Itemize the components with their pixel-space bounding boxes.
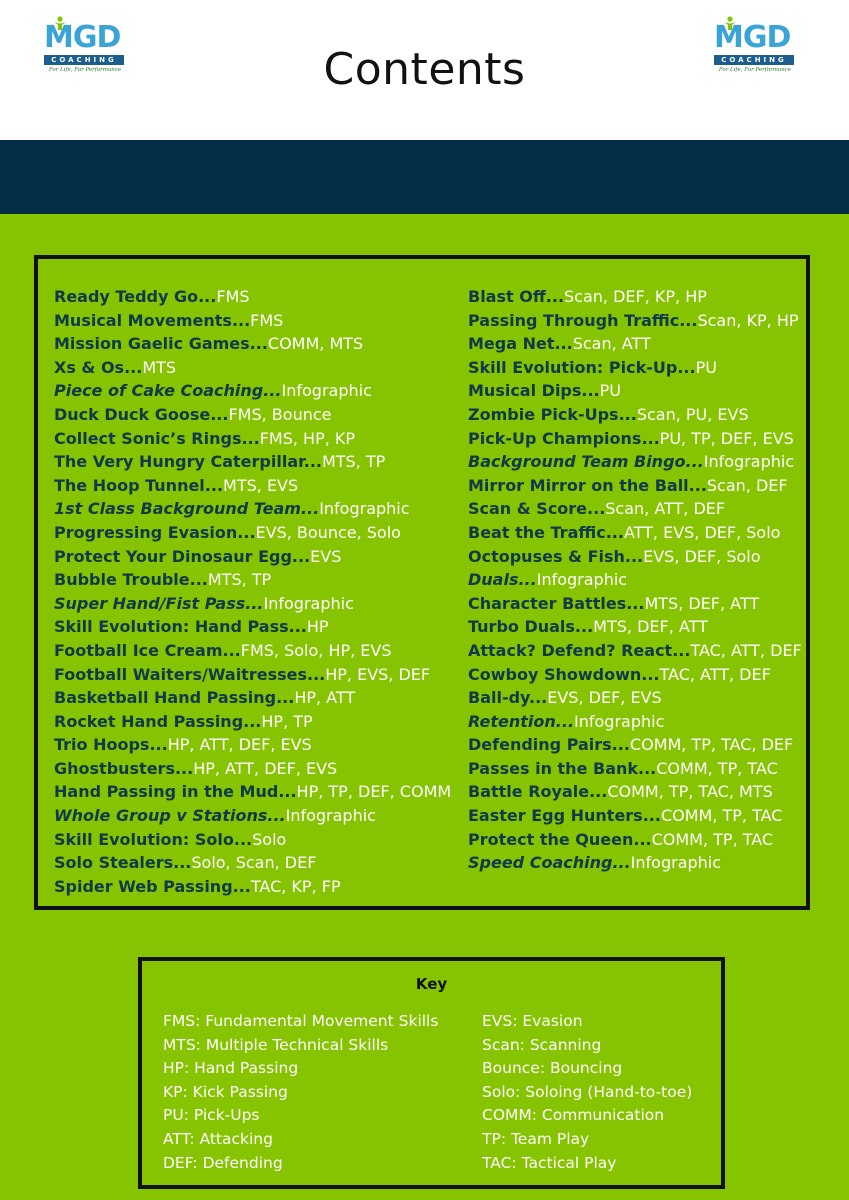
entry-codes: Scan, PU, EVS <box>636 404 749 424</box>
entry-title: Retention... <box>468 711 575 731</box>
entry-codes: COMM, TP, TAC, MTS <box>607 782 773 802</box>
contents-entry <box>468 851 802 875</box>
entry-title: Musical Dips... <box>468 381 600 401</box>
entry-codes: FMS, Bounce <box>228 404 332 424</box>
navy-banner <box>0 140 849 214</box>
entry-codes: EVS <box>310 546 342 566</box>
logo-letters-gd: GD <box>72 20 121 55</box>
entry-title: Blast Off... <box>468 287 565 306</box>
contents-entry <box>468 686 802 710</box>
key-entry: FMS: Fundamental Movement Skills <box>163 1012 439 1030</box>
contents-entry <box>468 309 802 333</box>
entry-title: Skill Evolution: Solo... <box>54 829 253 849</box>
entry-codes: FMS <box>216 287 250 306</box>
key-entry: KP: Kick Passing <box>163 1082 288 1101</box>
contents-entry <box>54 521 451 545</box>
contents-entry <box>468 780 802 804</box>
entry-title: Piece of Cake Coaching... <box>54 381 282 401</box>
contents-entry <box>468 828 802 852</box>
entry-codes: COMM, TP, TAC <box>651 829 774 849</box>
logo-bar: COACHING <box>714 55 794 65</box>
contents-entry <box>54 710 451 734</box>
entry-title: Easter Egg Hunters... <box>468 806 661 826</box>
entry-codes: HP <box>306 617 329 637</box>
contents-entry <box>54 828 451 852</box>
contents-entry <box>54 427 451 451</box>
entry-codes: EVS, DEF, EVS <box>547 688 662 708</box>
entry-title: Scan & Score... <box>468 499 606 519</box>
contents-entry <box>54 474 451 498</box>
mgd-coaching-logo-right <box>714 22 796 78</box>
entry-title: Hand Passing in the Mud... <box>54 782 297 802</box>
entry-codes: Infographic <box>281 381 372 401</box>
entry-title: Octopuses & Fish... <box>468 546 644 566</box>
key-entry: EVS: Evasion <box>482 1012 583 1030</box>
entry-codes: Scan, KP, HP <box>697 310 799 330</box>
contents-column-left <box>54 285 451 898</box>
contents-entry <box>54 356 451 380</box>
contents-entry <box>54 379 451 403</box>
key-entry: DEF: Defending <box>163 1153 283 1172</box>
key-column-right <box>482 1010 692 1175</box>
entry-codes: TAC, ATT, DEF <box>690 640 802 660</box>
contents-entry <box>54 804 451 828</box>
entry-codes: COMM, TP, TAC, DEF <box>629 735 794 755</box>
entry-codes: EVS, Bounce, Solo <box>255 522 401 542</box>
entry-codes: Infographic <box>703 452 795 472</box>
contents-entry <box>468 568 802 592</box>
contents-entry <box>468 521 802 545</box>
entry-title: Defending Pairs... <box>468 735 630 755</box>
entry-codes: PU, TP, DEF, EVS <box>659 428 794 448</box>
entry-codes: EVS, DEF, Solo <box>643 546 761 566</box>
entry-title: Mega Net... <box>468 334 573 354</box>
contents-entry <box>468 804 802 828</box>
entry-codes: FMS, HP, KP <box>259 428 356 448</box>
contents-entry <box>468 403 802 427</box>
entry-title: Football Waiters/Waitresses... <box>54 664 326 684</box>
entry-title: Spider Web Passing... <box>54 876 251 896</box>
entry-title: Football Ice Cream... <box>54 640 241 660</box>
entry-codes: HP, EVS, DEF <box>325 664 431 684</box>
key-column-left <box>163 1010 438 1175</box>
entry-codes: HP, ATT, DEF, EVS <box>193 758 338 778</box>
entry-title: Ball-dy... <box>468 688 548 708</box>
entry-title: Speed Coaching... <box>468 853 631 873</box>
logo-letter-m: M <box>44 20 73 55</box>
key-title: Key <box>415 975 448 993</box>
entry-codes: Scan, ATT, DEF <box>605 499 726 519</box>
entry-title: Ghostbusters... <box>54 758 194 778</box>
contents-entry <box>54 875 451 899</box>
contents-entry <box>468 663 802 687</box>
entry-title: 1st Class Background Team... <box>54 499 320 519</box>
entry-codes: Infographic <box>319 499 410 519</box>
contents-entry <box>54 639 451 663</box>
entry-codes: MTS, EVS <box>223 475 299 495</box>
entry-title: Xs & Os... <box>54 357 143 377</box>
entry-codes: Infographic <box>536 570 628 590</box>
contents-entry <box>468 285 802 309</box>
contents-entry <box>54 332 451 356</box>
key-box <box>138 957 725 1189</box>
entry-codes: Solo, Scan, DEF <box>191 853 317 873</box>
entry-title: Passes in the Bank... <box>468 758 657 778</box>
entry-title: Mission Gaelic Games... <box>54 334 268 354</box>
entry-title: Background Team Bingo... <box>468 452 704 472</box>
contents-entry <box>54 663 451 687</box>
contents-entry <box>468 450 802 474</box>
entry-title: The Very Hungry Caterpillar... <box>54 452 322 472</box>
contents-entry <box>54 403 451 427</box>
contents-entry <box>468 710 802 734</box>
entry-codes: MTS, TP <box>207 570 272 590</box>
key-entry: Scan: Scanning <box>482 1035 602 1054</box>
contents-entry <box>54 309 451 333</box>
entry-title: Collect Sonic’s Rings... <box>54 428 260 448</box>
contents-entry <box>468 474 802 498</box>
page-header <box>0 0 849 140</box>
key-entry: ATT: Attacking <box>163 1129 273 1148</box>
contents-box <box>34 255 810 910</box>
contents-entry <box>54 568 451 592</box>
entry-title: Zombie Pick-Ups... <box>468 404 637 424</box>
contents-entry <box>54 757 451 781</box>
entry-codes: HP, TP, DEF, COMM <box>296 782 452 802</box>
contents-entry <box>54 497 451 521</box>
key-entry: MTS: Multiple Technical Skills <box>163 1035 389 1054</box>
contents-entry <box>468 332 802 356</box>
entry-codes: MTS, TP <box>321 452 386 472</box>
contents-entry <box>468 615 802 639</box>
entry-title: Battle Royale... <box>468 782 608 802</box>
contents-entry <box>468 592 802 616</box>
entry-codes: TAC, ATT, DEF <box>659 664 771 684</box>
entry-title: Skill Evolution: Hand Pass... <box>54 617 307 637</box>
entry-title: Progressing Evasion... <box>54 522 256 542</box>
entry-codes: MTS <box>142 357 177 377</box>
entry-codes: COMM, MTS <box>267 334 364 354</box>
entry-title: Protect Your Dinosaur Egg... <box>54 546 311 566</box>
entry-title: Cowboy Showdown... <box>468 664 660 684</box>
entry-codes: Scan, ATT <box>572 334 651 354</box>
entry-title: Pick-Up Champions... <box>468 428 660 448</box>
entry-codes: FMS <box>250 310 284 330</box>
key-entry: PU: Pick-Ups <box>163 1106 260 1125</box>
entry-codes: Infographic <box>574 711 665 731</box>
contents-entry <box>468 545 802 569</box>
entry-title: Attack? Defend? React... <box>468 640 691 660</box>
logo-bar: COACHING <box>44 55 124 65</box>
contents-entry <box>468 639 802 663</box>
entry-codes: Infographic <box>285 806 376 826</box>
contents-entry <box>54 780 451 804</box>
contents-entry <box>468 427 802 451</box>
contents-entry <box>54 285 451 309</box>
entry-codes: PU <box>599 381 621 401</box>
contents-entry <box>54 686 451 710</box>
entry-codes: TAC, KP, FP <box>250 876 341 896</box>
entry-codes: PU <box>695 357 717 377</box>
key-entry: Bounce: Bouncing <box>482 1059 623 1078</box>
entry-codes: Infographic <box>630 853 722 873</box>
logo-letters-gd: GD <box>742 20 791 55</box>
entry-title: Duck Duck Goose... <box>54 404 229 424</box>
key-entry: TAC: Tactical Play <box>482 1153 617 1172</box>
entry-codes: MTS, DEF, ATT <box>644 593 760 613</box>
entry-title: Trio Hoops... <box>54 735 168 755</box>
entry-title: Duals... <box>468 570 537 590</box>
entry-codes: ATT, EVS, DEF, Solo <box>623 522 781 542</box>
entry-codes: COMM, TP, TAC <box>656 758 778 778</box>
entry-title: Skill Evolution: Pick-Up... <box>468 357 696 377</box>
key-entry: HP: Hand Passing <box>163 1059 299 1078</box>
page-title: Contents <box>323 44 526 95</box>
entry-title: Passing Through Traffic... <box>468 310 698 330</box>
contents-entry <box>468 379 802 403</box>
contents-entry <box>54 592 451 616</box>
contents-entry <box>54 851 451 875</box>
entry-title: Bubble Trouble... <box>54 570 208 590</box>
key-entry: COMM: Communication <box>482 1106 665 1125</box>
key-entry: Solo: Soloing (Hand-to-toe) <box>482 1082 693 1101</box>
entry-title: Basketball Hand Passing... <box>54 688 295 708</box>
entry-title: Ready Teddy Go... <box>54 287 217 306</box>
entry-codes: COMM, TP, TAC <box>660 806 783 826</box>
entry-title: Musical Movements... <box>54 310 251 330</box>
entry-title: The Hoop Tunnel... <box>54 475 224 495</box>
entry-codes: MTS, DEF, ATT <box>593 617 708 637</box>
entry-codes: HP, ATT, DEF, EVS <box>167 735 312 755</box>
logo-wordmark <box>714 22 790 54</box>
contents-entry <box>54 450 451 474</box>
contents-entry <box>54 545 451 569</box>
entry-codes: Scan, DEF <box>706 475 788 495</box>
entry-codes: HP, TP <box>261 711 313 731</box>
entry-codes: Scan, DEF, KP, HP <box>564 287 707 306</box>
logo-tagline: For Life, For Performance <box>48 67 122 73</box>
entry-title: Beat the Traffic... <box>468 522 624 542</box>
entry-title: Whole Group v Stations... <box>54 806 286 826</box>
entry-title: Turbo Duals... <box>468 617 594 637</box>
contents-entry <box>468 757 802 781</box>
logo-letter-m: M <box>714 20 743 55</box>
entry-title: Solo Stealers... <box>54 853 192 873</box>
contents-entry <box>468 733 802 757</box>
contents-entry <box>468 497 802 521</box>
entry-codes: FMS, Solo, HP, EVS <box>240 640 392 660</box>
entry-codes: HP, ATT <box>294 688 356 708</box>
key-entry: TP: Team Play <box>482 1129 590 1148</box>
logo-tagline: For Life, For Performance <box>718 67 792 73</box>
entry-title: Mirror Mirror on the Ball... <box>468 475 707 495</box>
entry-title: Character Battles... <box>468 593 645 613</box>
entry-title: Protect the Queen... <box>468 829 652 849</box>
entry-codes: Infographic <box>263 593 354 613</box>
contents-entry <box>468 356 802 380</box>
entry-title: Super Hand/Fist Pass... <box>54 593 264 613</box>
entry-codes: Solo <box>252 829 287 849</box>
entry-title: Rocket Hand Passing... <box>54 711 262 731</box>
contents-column-right <box>468 285 802 875</box>
contents-entry <box>54 615 451 639</box>
contents-entry <box>54 733 451 757</box>
